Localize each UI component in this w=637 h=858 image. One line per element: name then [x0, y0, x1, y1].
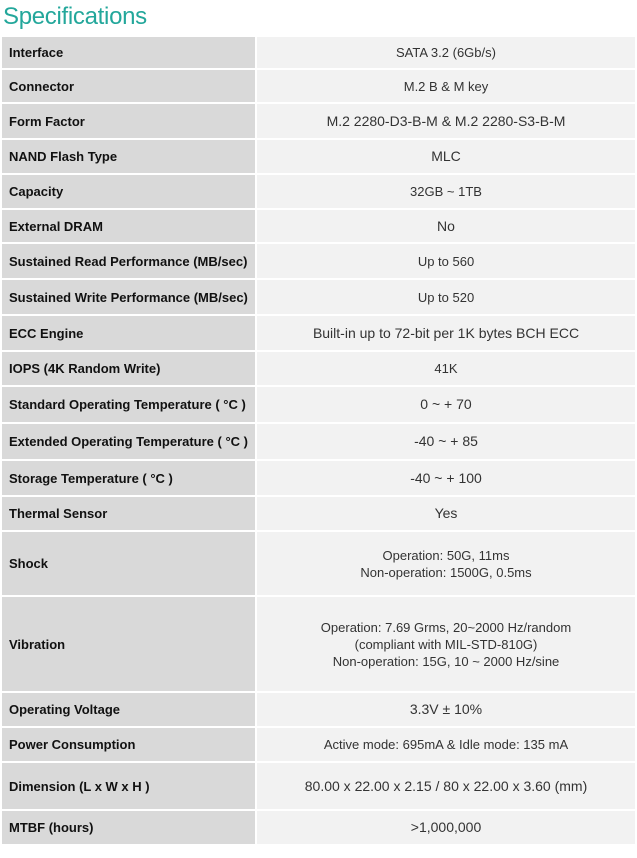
table-row [2, 210, 635, 242]
spec-value-line: Yes [434, 505, 458, 521]
specifications-table [0, 35, 637, 846]
spec-value-line: Up to 560 [417, 253, 475, 269]
spec-label-extended-operating-temperature: Extended Operating Temperature ( °C ) [2, 424, 255, 459]
table-row [2, 104, 635, 138]
spec-value-nand-flash-type [257, 140, 635, 173]
spec-label-capacity: Capacity [2, 175, 255, 208]
page-title: Specifications [3, 3, 147, 30]
spec-label-dimension: Dimension (L x W x H ) [2, 763, 255, 809]
spec-value-vibration [257, 597, 635, 691]
table-row [2, 763, 635, 809]
table-row [2, 597, 635, 691]
spec-value-line: -40 ~ + 85 [414, 433, 478, 449]
spec-label-operating-voltage: Operating Voltage [2, 693, 255, 726]
table-row [2, 280, 635, 314]
spec-value-form-factor [257, 104, 635, 138]
spec-value-capacity [257, 175, 635, 208]
table-row [2, 424, 635, 459]
spec-label-ecc-engine: ECC Engine [2, 316, 255, 350]
spec-value-interface [257, 37, 635, 68]
spec-value-iops [257, 352, 635, 385]
spec-label-mtbf: MTBF (hours) [2, 811, 255, 844]
spec-label-thermal-sensor: Thermal Sensor [2, 497, 255, 530]
spec-value-storage-temperature [257, 461, 635, 495]
table-row [2, 497, 635, 530]
spec-value-line: MLC [431, 148, 461, 164]
spec-value-operating-voltage [257, 693, 635, 726]
spec-value-line: -40 ~ + 100 [410, 469, 482, 486]
spec-value-line: 80.00 x 22.00 x 2.15 / 80 x 22.00 x 3.60 (mm) [304, 777, 588, 794]
table-row [2, 811, 635, 844]
spec-value-line: M.2 B & M key [403, 78, 489, 94]
spec-label-form-factor: Form Factor [2, 104, 255, 138]
table-row [2, 244, 635, 278]
table-row [2, 316, 635, 350]
spec-label-sustained-read: Sustained Read Performance (MB/sec) [2, 244, 255, 278]
spec-label-shock: Shock [2, 532, 255, 595]
spec-label-external-dram: External DRAM [2, 210, 255, 242]
spec-label-power-consumption: Power Consumption [2, 728, 255, 761]
spec-value-line: SATA 3.2 (6Gb/s) [396, 45, 496, 60]
spec-value-mtbf [257, 811, 635, 844]
spec-label-vibration: Vibration [2, 597, 255, 691]
spec-value-thermal-sensor [257, 497, 635, 530]
spec-value-line: Non-operation: 15G, 10 ~ 2000 Hz/sine [332, 653, 560, 669]
spec-value-sustained-read [257, 244, 635, 278]
spec-value-line: (compliant with MIL-STD-810G) [354, 636, 538, 652]
table-row [2, 532, 635, 595]
spec-label-connector: Connector [2, 70, 255, 102]
spec-value-sustained-write [257, 280, 635, 314]
spec-value-shock [257, 532, 635, 595]
spec-value-extended-operating-temperature [257, 424, 635, 459]
spec-value-connector [257, 70, 635, 102]
spec-value-line: Active mode: 695mA & Idle mode: 135 mA [323, 737, 569, 752]
spec-value-line: >1,000,000 [410, 819, 482, 835]
table-row [2, 140, 635, 173]
spec-value-line: Built-in up to 72-bit per 1K bytes BCH ECC [312, 324, 580, 341]
table-row [2, 728, 635, 761]
table-row [2, 693, 635, 726]
spec-value-line: Operation: 7.69 Grms, 20~2000 Hz/random [320, 619, 572, 635]
table-row [2, 70, 635, 102]
spec-value-power-consumption [257, 728, 635, 761]
spec-value-line: M.2 2280-D3-B-M & M.2 2280-S3-B-M [326, 112, 566, 129]
spec-value-line: 41K [434, 361, 458, 376]
table-row [2, 461, 635, 495]
table-row [2, 175, 635, 208]
spec-value-line: Up to 520 [417, 289, 475, 305]
spec-label-nand-flash-type: NAND Flash Type [2, 140, 255, 173]
spec-value-line: No [437, 217, 455, 234]
spec-label-interface: Interface [2, 37, 255, 68]
spec-value-external-dram [257, 210, 635, 242]
spec-label-storage-temperature: Storage Temperature ( °C ) [2, 461, 255, 495]
spec-label-sustained-write: Sustained Write Performance (MB/sec) [2, 280, 255, 314]
spec-value-standard-operating-temperature [257, 387, 635, 422]
spec-value-dimension [257, 763, 635, 809]
spec-label-standard-operating-temperature: Standard Operating Temperature ( °C ) [2, 387, 255, 422]
spec-value-ecc-engine [257, 316, 635, 350]
table-row [2, 37, 635, 68]
table-row [2, 387, 635, 422]
table-row [2, 352, 635, 385]
spec-value-line: 3.3V ± 10% [409, 701, 483, 717]
spec-value-line: 32GB ~ 1TB [410, 184, 482, 199]
spec-value-line: Non-operation: 1500G, 0.5ms [360, 564, 532, 580]
spec-value-line: Operation: 50G, 11ms [382, 547, 510, 563]
spec-label-iops: IOPS (4K Random Write) [2, 352, 255, 385]
spec-value-line: 0 ~ + 70 [420, 396, 472, 412]
